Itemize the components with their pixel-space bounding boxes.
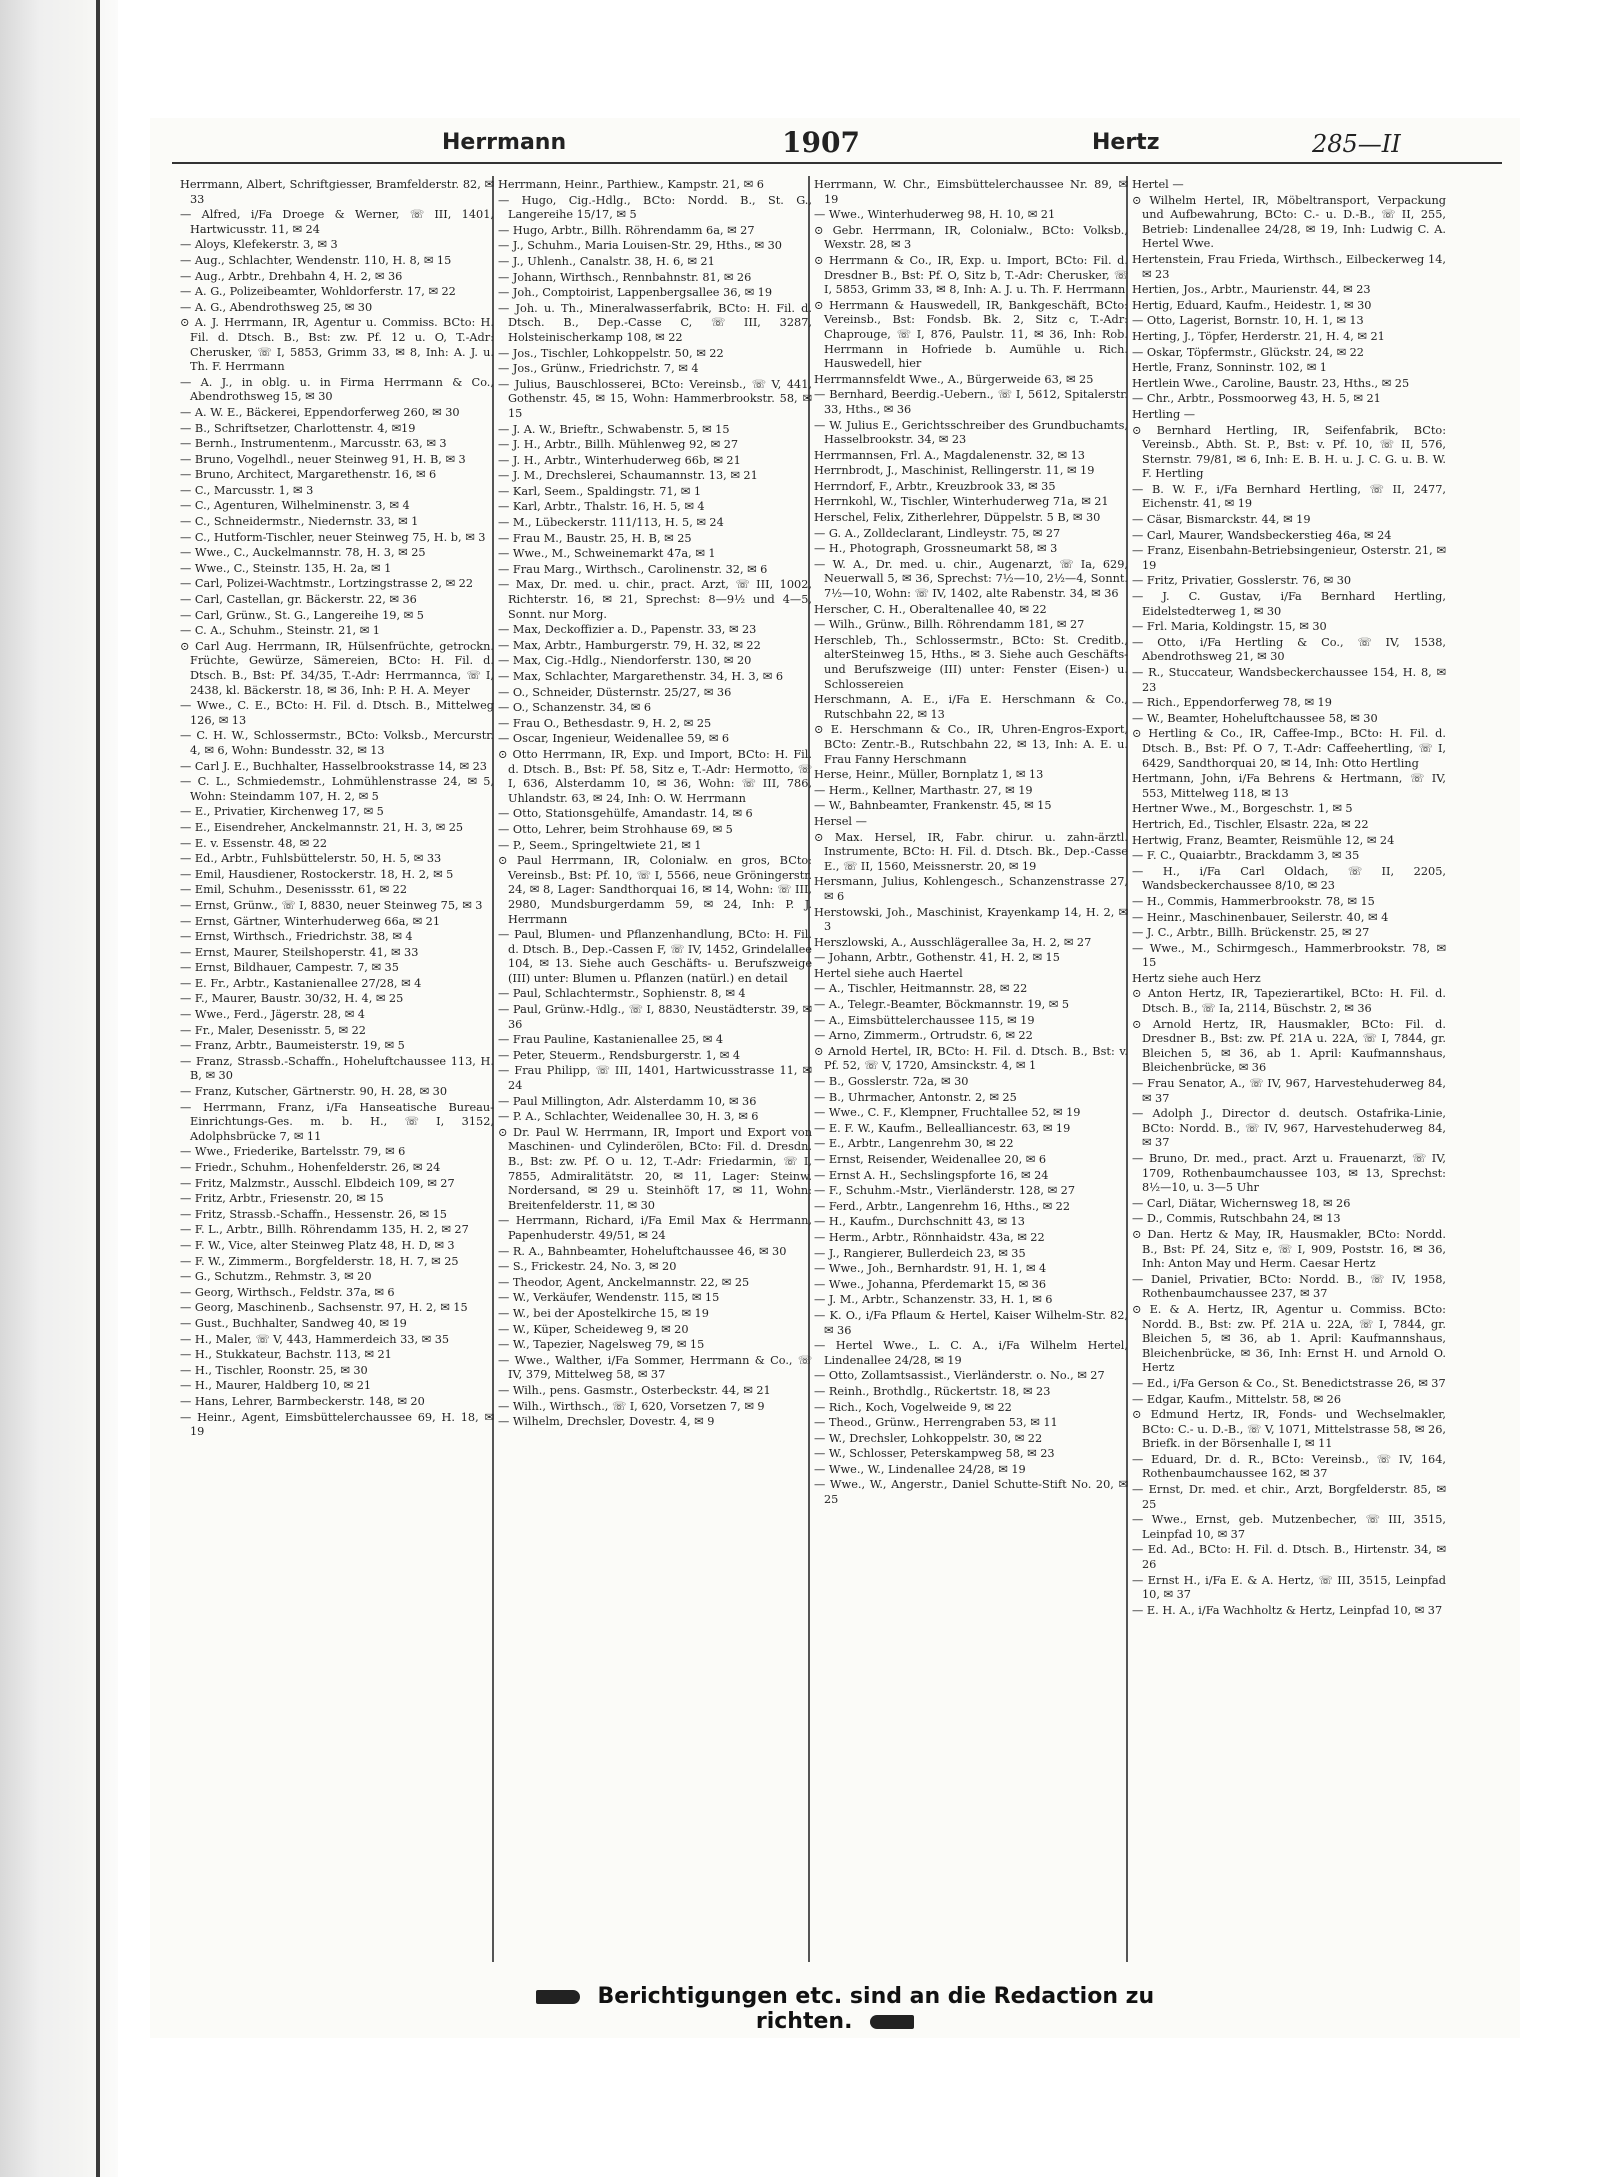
directory-entry: — Eduard, Dr. d. R., BCto: Vereinsb., ☏ IV, 164, Rothenbaumchaussee 162, ✉ 37 [1132, 1452, 1446, 1481]
directory-entry: — Max, Schlachter, Margarethenstr. 34, H. 3, ✉ 6 [498, 670, 784, 683]
directory-entry: — Emil, Hausdiener, Rostockerstr. 18, H. 2, ✉ 5 [180, 867, 454, 881]
directory-entry: — Oskar, Töpfermstr., Glückstr. 24, ✉ 22 [1132, 345, 1364, 359]
directory-entry: — J., Schuhm., Maria Louisen-Str. 29, Hths., ✉ 30 [498, 239, 782, 253]
directory-entry: — C. L., Schmiedemstr., Lohmühlenstrasse 24, ✉ 5, Wohn: Steindamm 107, H. 2, ✉ 5 [180, 775, 494, 803]
directory-entry: ⊙ Herrmann & Co., IR, Exp. u. Import, BCto: Fil. d. Dresdner B., Bst: Pf. O, Sitz b, T.-Adr: Cherusker, ☏ I, 5853, Grimm 33, ✉ 8, Inh: A. J. u. Th. F. Herrmann [814, 253, 1128, 297]
directory-entry: — R. A., Bahnbeamter, Hoheluftchaussee 46, ✉ 30 [498, 1244, 787, 1258]
directory-entry: ⊙ Dan. Hertz & May, IR, Hausmakler, BCto: Nordd. B., Bst: Pf. 24, Sitz e, ☏ I, 909, Poststr. 16, ✉ 36, Inh: Anton May und Herm. Caesar Hertz [1132, 1227, 1446, 1271]
directory-entry: — Ed. Ad., BCto: H. Fil. d. Dtsch. B., Hirtenstr. 34, ✉ 26 [1132, 1543, 1446, 1572]
directory-entry: — Wwe., C. F., Klempner, Fruchtallee 52, ✉ 19 [814, 1106, 1081, 1120]
directory-entry: — Theodor, Agent, Anckelmannstr. 22, ✉ 25 [498, 1275, 750, 1289]
directory-entry: — Jos., Grünw., Friedrichstr. 7, ✉ 4 [498, 362, 699, 376]
directory-entry: — C., Agenturen, Wilhelminenstr. 3, ✉ 4 [180, 499, 410, 513]
header-year: 1907 [782, 126, 860, 159]
directory-entry: — Ernst, Gärtner, Winterhuderweg 66a, ✉ 21 [180, 914, 441, 928]
directory-column-2 [498, 178, 812, 1978]
directory-entry: — B., Schriftsetzer, Charlottenstr. 4, ✉19 [180, 421, 416, 435]
directory-entry: Herting, J., Töpfer, Herderstr. 21, H. 4, ✉ 21 [1132, 329, 1385, 343]
directory-entry: ⊙ Max. Hersel, IR, Fabr. chirur. u. zahn-ärztl. Instrumente, BCto: H. Fil. d. Dtsch. Bk., Dep.-Casse E., ☏ II, 1560, Meissnerstr. 20, ✉ 19 [814, 830, 1128, 873]
directory-entry: — Chr., Arbtr., Possmoorweg 43, H. 5, ✉ 21 [1132, 392, 1381, 406]
directory-entry: — Max, Deckoffizier a. D., Papenstr. 33, ✉ 23 [498, 623, 757, 637]
directory-entry: — Frl. Maria, Koldingstr. 15, ✉ 30 [1132, 620, 1327, 634]
directory-column-1 [180, 178, 494, 1978]
directory-entry: — Johann, Wirthsch., Rennbahnstr. 81, ✉ 26 [498, 270, 752, 284]
directory-entry: ⊙ Carl Aug. Herrmann, IR, Hülsenfrüchte, getrockn. Früchte, Gewürze, Sämereien, BCto: H. Fil. d. Dtsch. B., Bst: Pf. 34/35, T.-Adr: Herrmannca, ☏ I, 2438, kl. Bäckerstr. 18, ✉ 36, Inh: P. H. A. Meyer [180, 639, 494, 697]
directory-entry: ⊙ Paul Herrmann, IR, Colonialw. en gros, BCto: Vereinsb., Bst: Pf. 10, ☏ I, 5566, neue Gröningerstr. 24, ✉ 8, Lager: Sandthorquai 16, ✉ 14, Wohn: ☏ III, 2980, Mundsburgerdamm 59, ✉ 24, Inh: P. J. Herrmann [498, 854, 812, 926]
directory-entry: Hertner Wwe., M., Borgeschstr. 1, ✉ 5 [1132, 802, 1353, 816]
directory-entry: — Georg, Maschinenb., Sachsenstr. 97, H. 2, ✉ 15 [180, 1301, 468, 1315]
directory-entry: — W., Tapezier, Nagelsweg 79, ✉ 15 [498, 1338, 705, 1352]
directory-entry: — Franz, Eisenbahn-Betriebsingenieur, Osterstr. 21, ✉ 19 [1132, 544, 1446, 572]
directory-column-3 [814, 178, 1128, 1978]
footer-notice [480, 1984, 1200, 2034]
directory-entry: ⊙ Wilhelm Hertel, IR, Möbeltransport, Verpackung und Aufbewahrung, BCto: C.- u. D.-B., ☏ II, 255, Betrieb: Lindenallee 24/28, ✉ 19, Inh: Ludwig C. A. Hertel Wwe. [1132, 193, 1446, 251]
directory-entry: ⊙ E. & A. Hertz, IR, Agentur u. Commiss. BCto: Nordd. B., Bst: zw. Pf. 21A u. 22A, ☏ I, 7844, gr. Bleichen 5, ✉ 36, ab 1. April: Kaufmannshaus, Bleichenbrücke, ✉ 36, Inh: Ernst H. und Arnold O. Hertz [1132, 1302, 1446, 1375]
directory-entry: — Wwe., M., Schweinemarkt 47a, ✉ 1 [498, 547, 716, 561]
directory-entry: — Wwe., Ernst, geb. Mutzenbecher, ☏ III, 3515, Leinpfad 10, ✉ 37 [1132, 1513, 1446, 1541]
directory-entry: — Carl, Polizei-Wachtmstr., Lortzingstrasse 2, ✉ 22 [180, 577, 474, 591]
directory-entry: — Ernst A. H., Sechslingspforte 16, ✉ 24 [814, 1168, 1049, 1182]
directory-entry: Herse, Heinr., Müller, Bornplatz 1, ✉ 13 [814, 768, 1044, 782]
directory-entry: Hertrich, Ed., Tischler, Elsastr. 22a, ✉ 22 [1132, 817, 1369, 831]
directory-entry: — Gust., Buchhalter, Sandweg 40, ✉ 19 [180, 1316, 407, 1330]
directory-entry: — Edgar, Kaufm., Mittelstr. 58, ✉ 26 [1132, 1392, 1342, 1406]
directory-entry: Herscher, C. H., Oberaltenallee 40, ✉ 22 [814, 602, 1047, 616]
directory-entry: ⊙ Herrmann & Hauswedell, IR, Bankgeschäft, BCto: Vereinsb., Bst: Fondsb. Bk. 2, Sitz c, T.-Adr: Chaprouge, ☏ I, 876, Paulstr. 11, ✉ 36, Inh: Rob. Herrmann in Hofriede b. Aumühle u. Rich. Hauswedell, hier [814, 298, 1128, 371]
directory-entry: — Paul, Blumen- und Pflanzenhandlung, BCto: H. Fil. d. Dtsch. B., Dep.-Cassen F, ☏ IV, 1452, Grindelallee 104, ✉ 13. Siehe auch Geschäfts- u. Berufszweige (III) unter: Blumen u. Pflanzen (natürl.) en detail [498, 928, 812, 985]
directory-entry: — Heinr., Agent, Eimsbüttelerchaussee 69, H. 18, ✉ 19 [180, 1410, 494, 1439]
directory-entry: — Karl, Seem., Spaldingstr. 71, ✉ 1 [498, 484, 702, 498]
directory-entry: ⊙ Dr. Paul W. Herrmann, IR, Import und Export von Maschinen- und Cylinderölen, BCto: Fil. d. Dresdn. B., Bst: zw. Pf. O u. 12, T.-Adr: Friedarmin, ☏ I, 7855, Admiralitätstr. 20, ✉ 11, Lager: Steinw. Nordersand, ✉ 29 u. Steinhöft 17, ✉ 11, Wohn: Breitenfelderstr. 11, ✉ 30 [498, 1125, 812, 1212]
directory-entry: Hersel — [814, 814, 867, 828]
directory-entry: Hertlein Wwe., Caroline, Baustr. 23, Hths., ✉ 25 [1132, 376, 1410, 390]
directory-entry: — Aug., Arbtr., Drehbahn 4, H. 2, ✉ 36 [180, 269, 403, 283]
directory-entry: — Wilhelm, Drechsler, Dovestr. 4, ✉ 9 [498, 1415, 715, 1429]
directory-entry: — Bruno, Vogelhdl., neuer Steinweg 91, H. B, ✉ 3 [180, 452, 466, 466]
directory-entry: Hertenstein, Frau Frieda, Wirthsch., Eilbeckerweg 14, ✉ 23 [1132, 252, 1446, 281]
header-right-word: Hertz [1092, 130, 1160, 155]
directory-entry: ⊙ Otto Herrmann, IR, Exp. und Import, BCto: H. Fil. d. Dtsch. B., Bst: Pf. 58, Sitz e, T.-Adr: Hermotto, ☏ I, 636, Alsterdamm 10, ✉ 36, Wohn: ☏ III, 786, Uhlandstr. 63, ✉ 24, Inh: O. W. Herrmann [498, 747, 812, 805]
directory-entry: — Carl, Maurer, Wandsbeckerstieg 46a, ✉ 24 [1132, 528, 1392, 542]
directory-entry: — Max, Dr. med. u. chir., pract. Arzt, ☏ III, 1002, Richterstr. 16, ✉ 21, Sprechst: 8—9½ und 4—5, Sonnt. nur Morg. [498, 578, 812, 621]
directory-entry: — Heinr., Maschinenbauer, Seilerstr. 40, ✉ 4 [1132, 910, 1389, 924]
directory-entry: Herschel, Felix, Zitherlehrer, Düppelstr. 5 B, ✉ 30 [814, 511, 1101, 525]
header-left-word: Herrmann [442, 130, 567, 155]
directory-entry: — Wwe., Ferd., Jägerstr. 28, ✉ 4 [180, 1008, 365, 1022]
directory-entry: Herschleb, Th., Schlossermstr., BCto: St. Creditb., alterSteinweg 15, Hths., ✉ 3. Siehe auch Geschäfts- und Berufszweige (III) unter: Fenster (Eisen-) u. Schlossereien [814, 633, 1128, 691]
directory-entry: Herschmann, A. E., i/Fa E. Herschmann & Co., Rutschbahn 22, ✉ 13 [814, 693, 1128, 721]
directory-entry: — Herrmann, Franz, i/Fa Hanseatische Bureau-Einrichtungs-Ges. m. b. H., ☏ I, 3152, Adolphsbrücke 7, ✉ 11 [180, 1100, 494, 1143]
directory-entry: ⊙ Arnold Hertz, IR, Hausmakler, BCto: Fil. d. Dresdner B., Bst: zw. Pf. 21A u. 22A, ☏ I, 7844, gr. Bleichen 5, ✉ 36, ab 1. April: Kaufmannshaus, Bleichenbrücke, ✉ 36 [1132, 1017, 1446, 1075]
directory-entry: — J., Uhlenh., Canalstr. 38, H. 6, ✉ 21 [498, 254, 715, 268]
directory-entry: — Hugo, Arbtr., Billh. Röhrendamm 6a, ✉ 27 [498, 223, 755, 237]
directory-entry: — Jos., Tischler, Lohkoppelstr. 50, ✉ 22 [498, 346, 724, 360]
directory-entry: — E., Eisendreher, Anckelmannstr. 21, H. 3, ✉ 25 [180, 820, 464, 834]
directory-entry: — A., Telegr.-Beamter, Böckmannstr. 19, ✉ 5 [814, 998, 1070, 1012]
directory-entry: — Hugo, Cig.-Hdlg., BCto: Nordd. B., St. G., Langereihe 15/17, ✉ 5 [498, 193, 812, 222]
directory-entry: — Bernhard, Beerdig.-Uebern., ☏ I, 5612, Spitalerstr. 33, Hths., ✉ 36 [814, 388, 1128, 416]
directory-entry: — F. W., Vice, alter Steinweg Platz 48, H. D, ✉ 3 [180, 1238, 455, 1252]
directory-entry: Hertwig, Franz, Beamter, Reismühle 12, ✉ 24 [1132, 833, 1395, 847]
directory-entry: — Fr., Maler, Desenisstr. 5, ✉ 22 [180, 1023, 366, 1037]
directory-entry: Herrmann, W. Chr., Eimsbüttelerchaussee Nr. 89, ✉ 19 [814, 178, 1128, 206]
directory-entry: — E., Privatier, Kirchenweg 17, ✉ 5 [180, 805, 384, 819]
directory-entry: — Fritz, Privatier, Gosslerstr. 76, ✉ 30 [1132, 574, 1352, 588]
scan-edge [0, 0, 118, 2177]
directory-entry: — B. W. F., i/Fa Bernhard Hertling, ☏ II, 2477, Eichenstr. 41, ✉ 19 [1132, 482, 1446, 511]
directory-entry: — H., Stukkateur, Bachstr. 113, ✉ 21 [180, 1348, 392, 1362]
directory-entry: — Wwe., Joh., Bernhardstr. 91, H. 1, ✉ 4 [814, 1262, 1047, 1276]
directory-entry: — F., Maurer, Baustr. 30/32, H. 4, ✉ 25 [180, 992, 404, 1006]
directory-entry: Herstowski, Joh., Maschinist, Krayenkamp 14, H. 2, ✉ 3 [814, 905, 1128, 934]
directory-entry: — Adolph J., Director d. deutsch. Ostafrika-Linie, BCto: Nordd. B., ☏ IV, 967, Harvestehuderweg 84, ✉ 37 [1132, 1107, 1446, 1150]
directory-entry: — Daniel, Privatier, BCto: Nordd. B., ☏ IV, 1958, Rothenbaumchaussee 237, ✉ 37 [1132, 1272, 1446, 1301]
directory-entry: — Georg, Wirthsch., Feldstr. 37a, ✉ 6 [180, 1285, 395, 1299]
directory-entry: Hertig, Eduard, Kaufm., Heidestr. 1, ✉ 30 [1132, 298, 1372, 312]
directory-entry: — H., Maurer, Haldberg 10, ✉ 21 [180, 1379, 372, 1393]
directory-entry: — Ernst, Grünw., ☏ I, 8830, neuer Steinweg 75, ✉ 3 [180, 898, 483, 912]
directory-entry: — Otto, Stationsgehülfe, Amandastr. 14, ✉ 6 [498, 807, 753, 821]
directory-entry: — Wwe., C., Auckelmannstr. 78, H. 3, ✉ 25 [180, 546, 426, 560]
directory-entry: — H., Commis, Hammerbrookstr. 78, ✉ 15 [1132, 894, 1375, 908]
directory-entry: ⊙ Anton Hertz, IR, Tapezierartikel, BCto: H. Fil. d. Dtsch. B., ☏ Ia, 2114, Büschstr. 2, ✉ 36 [1132, 987, 1446, 1016]
directory-entry: — Rich., Koch, Vogelweide 9, ✉ 22 [814, 1400, 1012, 1414]
directory-entry: — D., Commis, Rutschbahn 24, ✉ 13 [1132, 1212, 1341, 1226]
directory-entry: — Paul Millington, Adr. Alsterdamm 10, ✉ 36 [498, 1094, 757, 1108]
directory-entry: ⊙ Edmund Hertz, IR, Fonds- und Wechselmakler, BCto: C.- u. D.-B., ☏ V, 1071, Mittelstrasse 58, ✉ 26, Briefk. in der Börsenhalle I, ✉ 11 [1132, 1408, 1446, 1451]
directory-entry: — W., Küper, Scheideweg 9, ✉ 20 [498, 1322, 689, 1336]
directory-entry: — Wwe., Johanna, Pferdemarkt 15, ✉ 36 [814, 1277, 1047, 1291]
directory-entry: — Franz, Kutscher, Gärtnerstr. 90, H. 28, ✉ 30 [180, 1085, 448, 1099]
directory-entry: — J. C., Arbtr., Billh. Brückenstr. 25, ✉ 27 [1132, 926, 1370, 940]
directory-entry: — Otto, Lehrer, beim Strohhause 69, ✉ 5 [498, 822, 733, 836]
directory-entry: — Frau Philipp, ☏ III, 1401, Hartwicusstrasse 11, ✉ 24 [498, 1064, 812, 1093]
directory-entry: — J., Rangierer, Bullerdeich 23, ✉ 35 [814, 1246, 1026, 1260]
directory-entry: — O., Schneider, Düsternstr. 25/27, ✉ 36 [498, 685, 732, 699]
directory-entry: — W. A., Dr. med. u. chir., Augenarzt, ☏ Ia, 629, Neuerwall 5, ✉ 36, Sprechst: 7½—10, 2½—4, Sonnt. 7½—10, Wohn: ☏ IV, 1402, alte Rabenstr. 34, ✉ 36 [814, 557, 1128, 601]
directory-entry: — Max, Cig.-Hdlg., Niendorferstr. 130, ✉ 20 [498, 654, 752, 668]
directory-entry: — A. G., Abendrothsweg 25, ✉ 30 [180, 300, 373, 314]
directory-entry: — Cäsar, Bismarckstr. 44, ✉ 19 [1132, 513, 1311, 527]
pointing-hand-icon [870, 2015, 914, 2029]
directory-entry: — Paul, Grünw.-Hdlg., ☏ I, 8830, Neustädterstr. 39, ✉ 36 [498, 1003, 812, 1031]
directory-entry: — Wilh., Wirthsch., ☏ I, 620, Vorsetzen 7, ✉ 9 [498, 1399, 765, 1413]
directory-entry: — Frau Marg., Wirthsch., Carolinenstr. 32, ✉ 6 [498, 562, 768, 576]
directory-entry: — P., Seem., Springeltwiete 21, ✉ 1 [498, 838, 702, 852]
directory-entry: — Fritz, Strassb.-Schaffn., Hessenstr. 26, ✉ 15 [180, 1207, 447, 1221]
pointing-hand-icon [536, 1990, 580, 2004]
directory-entry: — Ernst H., i/Fa E. & A. Hertz, ☏ III, 3515, Leinpfad 10, ✉ 37 [1132, 1573, 1446, 1602]
directory-entry: — F., Schuhm.-Mstr., Vierländerstr. 128, ✉ 27 [814, 1184, 1076, 1198]
directory-entry: ⊙ Bernhard Hertling, IR, Seifenfabrik, BCto: Vereinsb., Abth. St. P., Bst: v. Pf. 10, ☏ II, 576, Sternstr. 79/81, ✉ 6, Inh: E. B. H. u. J. C. G. u. B. W. F. Hertling [1132, 423, 1446, 481]
directory-entry: — Frau Senator, A., ☏ IV, 967, Harvestehuderweg 84, ✉ 37 [1132, 1077, 1446, 1105]
footer-notice-text: Berichtigungen etc. sind an die Redaction zu richten. [597, 1984, 1155, 2034]
directory-entry: — K. O., i/Fa Pflaum & Hertel, Kaiser Wilhelm-Str. 82, ✉ 36 [814, 1308, 1128, 1337]
directory-entry: Herszlowski, A., Ausschlägerallee 3a, H. 2, ✉ 27 [814, 935, 1092, 949]
directory-entry: — G. A., Zolldeclarant, Lindleystr. 75, ✉ 27 [814, 526, 1061, 540]
directory-entry: — H., Photograph, Grossneumarkt 58, ✉ 3 [814, 542, 1058, 556]
directory-entry: Hertle, Franz, Sonninstr. 102, ✉ 1 [1132, 361, 1327, 375]
directory-entry: — C., Hutform-Tischler, neuer Steinweg 75, H. b, ✉ 3 [180, 530, 486, 544]
directory-entry: — W., Bahnbeamter, Frankenstr. 45, ✉ 15 [814, 799, 1052, 813]
directory-entry: — Bruno, Architect, Margarethenstr. 16, ✉ 6 [180, 468, 437, 482]
directory-entry: — Julius, Bauschlosserei, BCto: Vereinsb., ☏ V, 441, Gothenstr. 45, ✉ 15, Wohn: Hammerbrookstr. 58, ✉ 15 [498, 377, 812, 420]
directory-entry: — C., Schneidermstr., Niedernstr. 33, ✉ 1 [180, 515, 419, 529]
directory-entry: — Theod., Grünw., Herrengraben 53, ✉ 11 [814, 1416, 1058, 1430]
directory-entry: — W., Beamter, Hoheluftchaussee 58, ✉ 30 [1132, 711, 1378, 725]
directory-entry: — Frau Pauline, Kastanienallee 25, ✉ 4 [498, 1033, 724, 1047]
directory-entry: — Joh. u. Th., Mineralwasserfabrik, BCto: H. Fil. d. Dtsch. B., Dep.-Casse C, ☏ III, 3287, Holsteinischerkamp 108, ✉ 22 [498, 301, 812, 344]
directory-entry: — F. C., Quaiarbtr., Brackdamm 3, ✉ 35 [1132, 849, 1360, 863]
directory-entry: — H., Tischler, Roonstr. 25, ✉ 30 [180, 1363, 368, 1377]
directory-entry: — F. W., Zimmerm., Borgfelderstr. 18, H. 7, ✉ 25 [180, 1254, 459, 1268]
directory-entry: Herrmann, Heinr., Parthiew., Kampstr. 21, ✉ 6 [498, 178, 764, 191]
directory-entry: — Herrmann, Richard, i/Fa Emil Max & Herrmann, Papenhuderstr. 49/51, ✉ 24 [498, 1214, 812, 1242]
directory-entry: — Hertel Wwe., L. C. A., i/Fa Wilhelm Hertel, Lindenallee 24/28, ✉ 19 [814, 1339, 1128, 1367]
directory-entry: Hertel siehe auch Haertel [814, 966, 963, 980]
directory-entry: — Max, Arbtr., Hamburgerstr. 79, H. 32, ✉ 22 [498, 638, 761, 652]
directory-entry: — Reinh., Brothdlg., Rückertstr. 18, ✉ 23 [814, 1384, 1051, 1398]
directory-entry: — W. Julius E., Gerichtsschreiber des Grundbuchamts, Hasselbrookstr. 34, ✉ 23 [814, 418, 1128, 447]
directory-entry: — W., Drechsler, Lohkoppelstr. 30, ✉ 22 [814, 1431, 1043, 1445]
directory-entry: — W., Verkäufer, Wendenstr. 115, ✉ 15 [498, 1291, 720, 1305]
directory-entry: — Franz, Strassb.-Schaffn., Hoheluftchaussee 113, H. B, ✉ 30 [180, 1054, 494, 1083]
directory-entry: — Alfred, i/Fa Droege & Werner, ☏ III, 1401, Hartwicusstr. 11, ✉ 24 [180, 208, 494, 236]
directory-entry: — B., Uhrmacher, Antonstr. 2, ✉ 25 [814, 1090, 1017, 1104]
directory-entry: — Ernst, Dr. med. et chir., Arzt, Borgfelderstr. 85, ✉ 25 [1132, 1483, 1446, 1511]
directory-entry: Herrmannsfeldt Wwe., A., Bürgerweide 63, ✉ 25 [814, 372, 1094, 386]
directory-entry: ⊙ E. Herschmann & Co., IR, Uhren-Engros-Export, BCto: Zentr.-B., Rutschbahn 22, ✉ 13, Inh: A. E. u. Frau Fanny Herschmann [814, 723, 1128, 766]
directory-entry: — Wwe., Walther, i/Fa Sommer, Herrmann & Co., ☏ IV, 379, Mittelweg 58, ✉ 37 [498, 1353, 812, 1382]
directory-entry: Herrndorf, F., Arbtr., Kreuzbrook 33, ✉ 35 [814, 479, 1056, 493]
directory-entry: — Peter, Steuerm., Rendsburgerstr. 1, ✉ 4 [498, 1048, 741, 1062]
directory-entry: — M., Lübeckerstr. 111/113, H. 5, ✉ 24 [498, 516, 724, 530]
directory-entry: — A., Eimsbüttelerchaussee 115, ✉ 19 [814, 1013, 1035, 1027]
directory-entry: — Wwe., Friederike, Bartelsstr. 79, ✉ 6 [180, 1145, 406, 1159]
directory-entry: — J. H., Arbtr., Billh. Mühlenweg 92, ✉ 27 [498, 438, 739, 452]
directory-entry: — Rich., Eppendorferweg 78, ✉ 19 [1132, 696, 1332, 710]
directory-entry: — Ernst, Bildhauer, Campestr. 7, ✉ 35 [180, 961, 399, 975]
directory-entry: — Herm., Arbtr., Rönnhaidstr. 43a, ✉ 22 [814, 1230, 1045, 1244]
directory-entry: — Paul, Schlachtermstr., Sophienstr. 8, ✉ 4 [498, 987, 746, 1001]
directory-entry: — J. M., Arbtr., Schanzenstr. 33, H. 1, ✉ 6 [814, 1293, 1053, 1307]
directory-entry: — Carl, Diätar, Wichernsweg 18, ✉ 26 [1132, 1196, 1351, 1210]
directory-entry: — G., Schutzm., Rehmstr. 3, ✉ 20 [180, 1270, 372, 1284]
directory-entry: — Bruno, Dr. med., pract. Arzt u. Frauenarzt, ☏ IV, 1709, Rothenbaumchaussee 103, ✉ 13, Sprechst: 8½—10, u. 3—5 Uhr [1132, 1152, 1446, 1195]
directory-entry: — Joh., Comptoirist, Lappenbergsallee 36, ✉ 19 [498, 286, 773, 300]
directory-entry: — Wwe., C., Steinstr. 135, H. 2a, ✉ 1 [180, 561, 392, 575]
directory-entry: ⊙ A. J. Herrmann, IR, Agentur u. Commiss. BCto: H. Fil. d. Dtsch. B., Bst: zw. Pf. 12 u. O, T.-Adr: Cherusker, ☏ I, 5853, Grimm 33, ✉ 8, Inh: A. J. u. Th. F. Herrmann [180, 316, 494, 374]
directory-column-4 [1132, 178, 1446, 1978]
directory-entry: — R., Stuccateur, Wandsbeckerchaussee 154, H. 8, ✉ 23 [1132, 666, 1446, 694]
directory-entry: — J. M., Drechslerei, Schaumannstr. 13, ✉ 21 [498, 469, 758, 483]
directory-entry: — C., Marcusstr. 1, ✉ 3 [180, 483, 314, 497]
directory-entry: Hertz siehe auch Herz [1132, 971, 1261, 985]
directory-entry: — Otto, Lagerist, Bornstr. 10, H. 1, ✉ 13 [1132, 314, 1364, 328]
directory-entry: — Frau M., Baustr. 25, H. B, ✉ 25 [498, 531, 692, 545]
directory-entry: Herrnkohl, W., Tischler, Winterhuderweg 71a, ✉ 21 [814, 495, 1109, 509]
directory-entry: — J. A. W., Brieftr., Schwabenstr. 5, ✉ 15 [498, 422, 730, 436]
directory-entry: — Otto, i/Fa Hertling & Co., ☏ IV, 1538, Abendrothsweg 21, ✉ 30 [1132, 635, 1446, 664]
directory-entry: — Ed., i/Fa Gerson & Co., St. Benedictstrasse 26, ✉ 37 [1132, 1376, 1446, 1390]
directory-entry: — E. F. W., Kaufm., Bellealliancestr. 63, ✉ 19 [814, 1121, 1071, 1135]
directory-entry: — Carl, Grünw., St. G., Langereihe 19, ✉ 5 [180, 608, 424, 622]
directory-entry: Hertel — [1132, 178, 1184, 191]
directory-entry: Herrnbrodt, J., Maschinist, Rellingerstr. 11, ✉ 19 [814, 464, 1095, 478]
directory-entry: — Bernh., Instrumentenm., Marcusstr. 63, ✉ 3 [180, 437, 447, 451]
directory-entry: — Herm., Kellner, Marthastr. 27, ✉ 19 [814, 783, 1033, 797]
directory-entry: — Franz, Arbtr., Baumeisterstr. 19, ✉ 5 [180, 1039, 405, 1053]
directory-entry: — Wilh., Grünw., Billh. Röhrendamm 181, ✉ 27 [814, 618, 1085, 632]
directory-entry: — E., Arbtr., Langenrehm 30, ✉ 22 [814, 1137, 1014, 1151]
directory-entry: — Wwe., C. E., BCto: H. Fil. d. Dtsch. B., Mittelweg 126, ✉ 13 [180, 699, 494, 727]
directory-entry: — Wilh., pens. Gasmstr., Osterbeckstr. 44, ✉ 21 [498, 1383, 771, 1397]
directory-entry: — B., Gosslerstr. 72a, ✉ 30 [814, 1075, 969, 1089]
directory-entry: — H., i/Fa Carl Oldach, ☏ II, 2205, Wandsbeckerchaussee 8/10, ✉ 23 [1132, 864, 1446, 893]
directory-entry: — Frau O., Bethesdastr. 9, H. 2, ✉ 25 [498, 716, 712, 730]
directory-entry: — Fritz, Arbtr., Friesenstr. 20, ✉ 15 [180, 1192, 384, 1206]
directory-entry: — Wwe., Winterhuderweg 98, H. 10, ✉ 21 [814, 208, 1056, 222]
directory-entry: ⊙ Arnold Hertel, IR, BCto: H. Fil. d. Dtsch. B., Bst: v. Pf. 52, ☏ V, 1720, Amsinckstr. 4, ✉ 1 [814, 1044, 1128, 1073]
directory-entry: — Ernst, Wirthsch., Friedrichstr. 38, ✉ 4 [180, 930, 413, 944]
directory-entry: — J. H., Arbtr., Winterhuderweg 66b, ✉ 21 [498, 453, 741, 467]
directory-entry: — Ferd., Arbtr., Langenrehm 16, Hths., ✉ 22 [814, 1199, 1071, 1213]
directory-entry: — J. C. Gustav, i/Fa Bernhard Hertling, Eidelstedterweg 1, ✉ 30 [1132, 590, 1446, 618]
directory-entry: — Wwe., W., Lindenallee 24/28, ✉ 19 [814, 1462, 1026, 1476]
directory-entry: — Aloys, Klefekerstr. 3, ✉ 3 [180, 238, 338, 252]
directory-entry: — Arno, Zimmerm., Ortrudstr. 6, ✉ 22 [814, 1029, 1033, 1043]
directory-entry: — Fritz, Malzmstr., Ausschl. Elbdeich 109, ✉ 27 [180, 1176, 455, 1190]
directory-entry: — Oscar, Ingenieur, Weidenallee 59, ✉ 6 [498, 732, 730, 746]
directory-entry: — A. W. E., Bäckerei, Eppendorferweg 260, ✉ 30 [180, 405, 460, 419]
directory-entry: — Hans, Lehrer, Barmbeckerstr. 148, ✉ 20 [180, 1394, 425, 1408]
directory-entry: — A. J., in oblg. u. in Firma Herrmann & Co., Abendrothsweg 15, ✉ 30 [180, 375, 494, 404]
directory-entry: — A. G., Polizeibeamter, Wohldorferstr. 17, ✉ 22 [180, 285, 456, 299]
directory-entry: — Carl J. E., Buchhalter, Hasselbrookstrasse 14, ✉ 23 [180, 759, 487, 773]
directory-entry: — Friedr., Schuhm., Hohenfelderstr. 26, ✉ 24 [180, 1161, 441, 1174]
directory-entry: — F. L., Arbtr., Billh. Röhrendamm 135, H. 2, ✉ 27 [180, 1223, 469, 1237]
directory-entry: — Ernst, Reisender, Weidenallee 20, ✉ 6 [814, 1153, 1047, 1166]
directory-entry: — A., Tischler, Heitmannstr. 28, ✉ 22 [814, 982, 1028, 996]
running-header [172, 128, 1502, 164]
directory-entry: — E. v. Essenstr. 48, ✉ 22 [180, 836, 328, 850]
directory-entry: Herrmannsen, Frl. A., Magdalenenstr. 32, ✉ 13 [814, 448, 1085, 462]
directory-entry: Herrmann, Albert, Schriftgiesser, Bramfelderstr. 82, ✉ 33 [180, 178, 494, 206]
directory-entry: — P. A., Schlachter, Weidenallee 30, H. 3, ✉ 6 [498, 1110, 759, 1124]
directory-entry: — O., Schanzenstr. 34, ✉ 6 [498, 701, 652, 715]
directory-entry: — Johann, Arbtr., Gothenstr. 41, H. 2, ✉ 15 [814, 951, 1060, 965]
directory-entry: Hertien, Jos., Arbtr., Maurienstr. 44, ✉ 23 [1132, 283, 1371, 297]
directory-entry: — Karl, Arbtr., Thalstr. 16, H. 5, ✉ 4 [498, 500, 705, 514]
directory-entry: ⊙ Gebr. Herrmann, IR, Colonialw., BCto: Volksb., Wexstr. 28, ✉ 3 [814, 223, 1128, 252]
directory-entry: — W., Schlosser, Peterskampweg 58, ✉ 23 [814, 1447, 1055, 1461]
binding-line [96, 0, 100, 2177]
page-number: 285—II [1312, 130, 1401, 158]
directory-entry: — Emil, Schuhm., Desenissstr. 61, ✉ 22 [180, 883, 408, 897]
directory-entry: — Carl, Castellan, gr. Bäckerstr. 22, ✉ 36 [180, 593, 417, 607]
directory-entry: — H., Maler, ☏ V, 443, Hammerdeich 33, ✉ 35 [180, 1332, 450, 1346]
directory-entry: — S., Frickestr. 24, No. 3, ✉ 20 [498, 1260, 677, 1274]
directory-entry: Hertling — [1132, 407, 1196, 421]
directory-entry: — C. A., Schuhm., Steinstr. 21, ✉ 1 [180, 624, 380, 638]
directory-entry: — C. H. W., Schlossermstr., BCto: Volksb., Mercurstr. 4, ✉ 6, Wohn: Bundesstr. 32, ✉ 13 [180, 729, 494, 757]
directory-entry: Hersmann, Julius, Kohlengesch., Schanzenstrasse 27, ✉ 6 [814, 875, 1128, 903]
directory-entry: Hertmann, John, i/Fa Behrens & Hertmann, ☏ IV, 553, Mittelweg 118, ✉ 13 [1132, 772, 1446, 800]
directory-entry: ⊙ Hertling & Co., IR, Caffee-Imp., BCto: H. Fil. d. Dtsch. B., Bst: Pf. O 7, T.-Adr: Caffeehertling, ☏ I, 6429, Sandthorquai 20, ✉ 14, Inh: Otto Hertling [1132, 727, 1446, 770]
directory-entry: — Wwe., M., Schirmgesch., Hammerbrookstr. 78, ✉ 15 [1132, 941, 1446, 970]
directory-entry: — E. Fr., Arbtr., Kastanienallee 27/28, ✉ 4 [180, 976, 422, 990]
directory-entry: — Wwe., W., Angerstr., Daniel Schutte-Stift No. 20, ✉ 25 [814, 1478, 1128, 1507]
directory-entry: — Otto, Zollamtsassist., Vierländerstr. o. No., ✉ 27 [814, 1369, 1105, 1383]
directory-entry: — E. H. A., i/Fa Wachholtz & Hertz, Leinpfad 10, ✉ 37 [1132, 1603, 1443, 1617]
directory-entry: — H., Kaufm., Durchschnitt 43, ✉ 13 [814, 1215, 1025, 1229]
directory-entry: — Ed., Arbtr., Fuhlsbüttelerstr. 50, H. 5, ✉ 33 [180, 852, 442, 866]
directory-entry: — Ernst, Maurer, Steilshoperstr. 41, ✉ 33 [180, 945, 419, 959]
directory-entry: — W., bei der Apostelkirche 15, ✉ 19 [498, 1306, 709, 1320]
directory-entry: — Aug., Schlachter, Wendenstr. 110, H. 8, ✉ 15 [180, 253, 452, 267]
